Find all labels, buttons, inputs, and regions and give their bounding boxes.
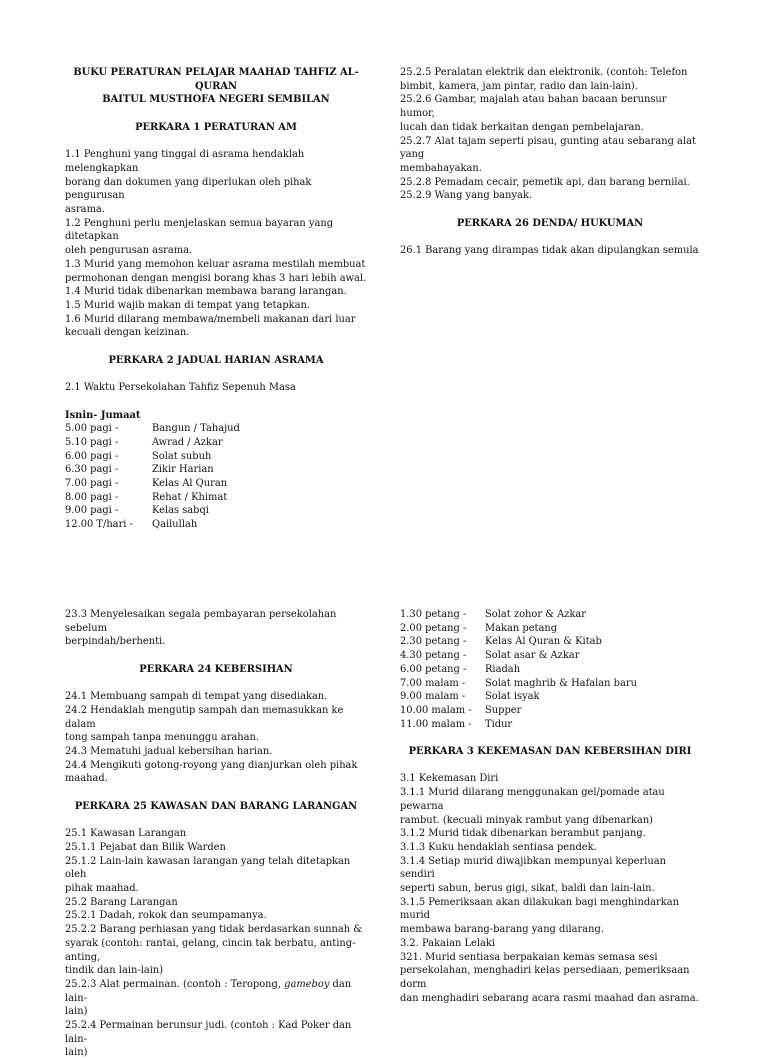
rule-line: 3.1.2 Murid tidak dibenarkan berambut panjang.	[400, 828, 646, 840]
rule-line: permohonan dengan mengisi borang khas 3 hari lebih awal.	[65, 272, 367, 284]
schedule-activity: Bangun / Tahajud	[152, 423, 240, 435]
schedule-time: 9.00 pagi -	[65, 505, 119, 517]
schedule-time: 6.00 pagi -	[65, 450, 119, 462]
rule-line: rambut. (kecuali minyak rambut yang dibenarkan)	[400, 814, 654, 826]
schedule-row	[65, 518, 367, 532]
rule-line: persekolahan, menghadiri kelas persediaan, pemeriksaan dorm	[400, 965, 690, 990]
document-title-line-1: BUKU PERATURAN PELAJAR MAAHAD TAHFIZ AL-QURAN	[73, 67, 359, 92]
rule-line: oleh pengurusan asrama.	[65, 245, 193, 257]
rule-line	[65, 978, 367, 1005]
rule-line: 1.1 Penghuni yang tinggal di asrama hendaklah melengkapkan	[65, 149, 305, 174]
rule-line: 3.1.1 Murid dilarang menggunakan gel/pomade atau pewarna	[400, 787, 665, 812]
schedule-time: 1.30 petang -	[400, 609, 467, 620]
rule-text: dan lain-	[65, 978, 352, 1004]
schedule-activity: Makan petang	[485, 622, 558, 634]
rule-line: 26.1 Barang yang dirampas tidak akan dipulangkan semula	[400, 245, 699, 257]
schedule-row	[400, 704, 700, 718]
schedule-time: 12.00 T/hari -	[65, 519, 133, 531]
rule-line: 1.3 Murid yang memohon keluar asrama mestilah membuat	[65, 258, 366, 270]
rule-line: 25.2.5 Peralatan elektrik dan elektronik. (contoh: Telefon	[400, 67, 688, 78]
document-title-line-2: BAITUL MUSTHOFA NEGERI SEMBILAN	[102, 94, 330, 106]
rule-line: 3.2. Pakaian Lelaki	[400, 937, 496, 949]
rule-line: lain)	[65, 1006, 88, 1018]
schedule-activity: Supper	[485, 704, 522, 716]
schedule-row	[400, 608, 700, 622]
schedule-row	[400, 649, 700, 663]
schedule-activity: Rehat / Khimat	[152, 491, 228, 503]
rule-line: asrama.	[65, 204, 105, 215]
rule-line: 25.1 Kawasan Larangan	[65, 828, 187, 840]
rule-line: 25.2.4 Permainan berunsur judi. (contoh : Kad Poker dan lain-	[65, 1020, 352, 1045]
rule-line: 25.2 Barang Larangan	[65, 896, 178, 908]
rule-line: borang dan dokumen yang diperlukan oleh pihak pengurusan	[65, 176, 312, 202]
schedule-time: 2.30 petang -	[400, 636, 467, 648]
schedule-time: 2.00 petang -	[400, 622, 467, 634]
schedule-activity: Kelas Al Quran & Kitab	[485, 636, 602, 648]
rule-line: 3.1 Kekemasan Diri	[400, 773, 499, 785]
schedule-row	[400, 690, 700, 704]
schedule-activity: Solat maghrib & Hafalan baru	[485, 677, 637, 689]
top-left-column	[65, 66, 367, 532]
rule-line: 3.1.4 Setiap murid diwajibkan mempunyai keperluan sendiri	[400, 855, 666, 881]
rule-line: 1.4 Murid tidak dibenarkan membawa barang larangan.	[65, 286, 347, 298]
rule-line: 1.5 Murid wajib makan di tempat yang tetapkan.	[65, 299, 311, 311]
rule-line: seperti sabun, berus gigi, sikat, baldi dan lain-lain.	[400, 883, 655, 895]
schedule-activity: Solat subuh	[152, 450, 212, 462]
schedule-row	[400, 663, 700, 677]
rule-line: 24.4 Mengikuti gotong-royong yang dianjurkan oleh pihak	[65, 759, 358, 771]
schedule-intro: 2.1 Waktu Persekolahan Tahfiz Sepenuh Masa	[65, 382, 296, 394]
schedule-row	[65, 463, 367, 477]
rule-line: 25.1.2 Lain-lain kawasan larangan yang telah ditetapkan oleh	[65, 855, 351, 881]
schedule-activity: Solat isyak	[485, 691, 540, 703]
rule-line: 25.2.6 Gambar, majalah atau bahan bacaan berunsur humor,	[400, 94, 667, 120]
schedule-time: 10.00 malam -	[400, 704, 472, 716]
rule-line: 24.3 Mematuhi jadual kebersihan harian.	[65, 746, 273, 757]
rule-line: 25.2.8 Pemadam cecair, pemetik api, dan barang bernilai.	[400, 176, 690, 188]
rule-line: 23.3 Menyelesaikan segala pembayaran persekolahan sebelum	[65, 609, 337, 634]
rule-line: lucah dan tidak berkaitan dengan pembelajaran.	[400, 121, 644, 133]
schedule-time: 4.30 petang -	[400, 650, 467, 662]
rule-line: maahad.	[65, 773, 108, 785]
schedule-row	[400, 635, 700, 649]
schedule-time: 7.00 malam -	[400, 677, 466, 689]
schedule-time: 5.10 pagi -	[65, 436, 119, 448]
rule-line: 1.2 Penghuni perlu menjelaskan semua bayaran yang ditetapkan	[65, 217, 334, 243]
rule-line: syarak (contoh: rantai, gelang, cincin tak berbatu, anting-anting,	[65, 937, 356, 963]
schedule-activity: Kelas sabqi	[152, 505, 209, 517]
schedule-row	[65, 450, 367, 464]
schedule-time: 6.30 pagi -	[65, 464, 119, 476]
schedule-activity: Awrad / Azkar	[152, 436, 223, 448]
rule-line: tindik dan lain-lain)	[65, 965, 164, 977]
bottom-right-column	[400, 608, 700, 1005]
schedule-activity: Solat zohor & Azkar	[485, 609, 587, 620]
schedule-time: 8.00 pagi -	[65, 491, 119, 503]
schedule-activity: Qailullah	[152, 519, 198, 531]
rule-line: 321. Murid sentiasa berpakaian kemas semasa sesi	[400, 951, 658, 963]
rule-text-italic: gameboy	[284, 978, 330, 990]
section-heading-perkara-1: PERKARA 1 PERATURAN AM	[135, 121, 297, 133]
schedule-time: 5.00 pagi -	[65, 423, 119, 435]
section-heading-perkara-25: PERKARA 25 KAWASAN DAN BARANG LARANGAN	[74, 800, 358, 812]
schedule-row	[65, 477, 367, 491]
rule-line: membawa barang-barang yang dilarang.	[400, 924, 604, 936]
schedule-activity: Riadah	[485, 663, 521, 675]
rule-line: 25.2.9 Wang yang banyak.	[400, 190, 532, 202]
rule-line: lain)	[65, 1047, 88, 1059]
schedule-time: 9.00 malam -	[400, 691, 466, 703]
rule-line: tong sampah tanpa menunggu arahan.	[65, 732, 259, 744]
schedule-row	[65, 504, 367, 518]
rule-line: dan menghadiri sebarang acara rasmi maahad dan asrama.	[400, 992, 699, 1004]
top-right-column	[400, 66, 700, 258]
section-heading-perkara-3: PERKARA 3 KEKEMASAN DAN KEBERSIHAN DIRI	[408, 746, 692, 758]
schedule-activity: Kelas Al Quran	[152, 478, 228, 490]
rule-line: 25.1.1 Pejabat dan Bilik Warden	[65, 841, 226, 853]
rule-line: pihak maahad.	[65, 883, 139, 894]
schedule-row	[400, 622, 700, 636]
rule-line: kecuali dengan keizinan.	[65, 327, 190, 339]
rule-line: 25.2.2 Barang perhiasan yang tidak berdasarkan sunnah &	[65, 924, 363, 936]
schedule-row	[65, 436, 367, 450]
schedule-days-label: Isnin- Jumaat	[65, 409, 141, 421]
schedule-row	[400, 718, 700, 732]
rule-line: 1.6 Murid dilarang membawa/membeli makanan dari luar	[65, 313, 356, 325]
rule-line: 25.2.1 Dadah, rokok dan seumpamanya.	[65, 910, 267, 922]
schedule-time: 7.00 pagi -	[65, 478, 119, 490]
rule-line: 3.1.3 Kuku hendaklah sentiasa pendek.	[400, 841, 597, 853]
rule-line: bimbit, kamera, jam pintar, radio dan lain-lain).	[400, 80, 638, 92]
schedule-row	[65, 491, 367, 505]
section-heading-perkara-2: PERKARA 2 JADUAL HARIAN ASRAMA	[108, 354, 324, 366]
rule-line: 25.2.7 Alat tajam seperti pisau, gunting atau sebarang alat yang	[400, 135, 696, 161]
section-heading-perkara-24: PERKARA 24 KEBERSIHAN	[139, 663, 293, 675]
rule-line: 24.1 Membuang sampah di tempat yang disediakan.	[65, 691, 328, 703]
rule-line: 24.2 Hendaklah mengutip sampah dan memasukkan ke dalam	[65, 704, 344, 730]
schedule-row	[65, 422, 367, 436]
schedule-time: 11.00 malam -	[400, 718, 472, 730]
schedule-activity: Solat asar & Azkar	[485, 650, 580, 662]
section-heading-perkara-26: PERKARA 26 DENDA/ HUKUMAN	[456, 217, 644, 229]
rule-line: berpindah/berhenti.	[65, 636, 166, 648]
schedule-time: 6.00 petang -	[400, 663, 467, 675]
bottom-left-column	[65, 608, 367, 1060]
rule-text: 25.2.3 Alat permainan. (contoh : Teropong,	[65, 978, 285, 990]
rule-line: membahayakan.	[400, 162, 482, 174]
rule-line: 3.1.5 Pemeriksaan akan dilakukan bagi menghindarkan murid	[400, 896, 679, 922]
schedule-row	[400, 677, 700, 691]
schedule-activity: Tidur	[485, 718, 513, 730]
schedule-activity: Zikir Harian	[152, 464, 214, 476]
